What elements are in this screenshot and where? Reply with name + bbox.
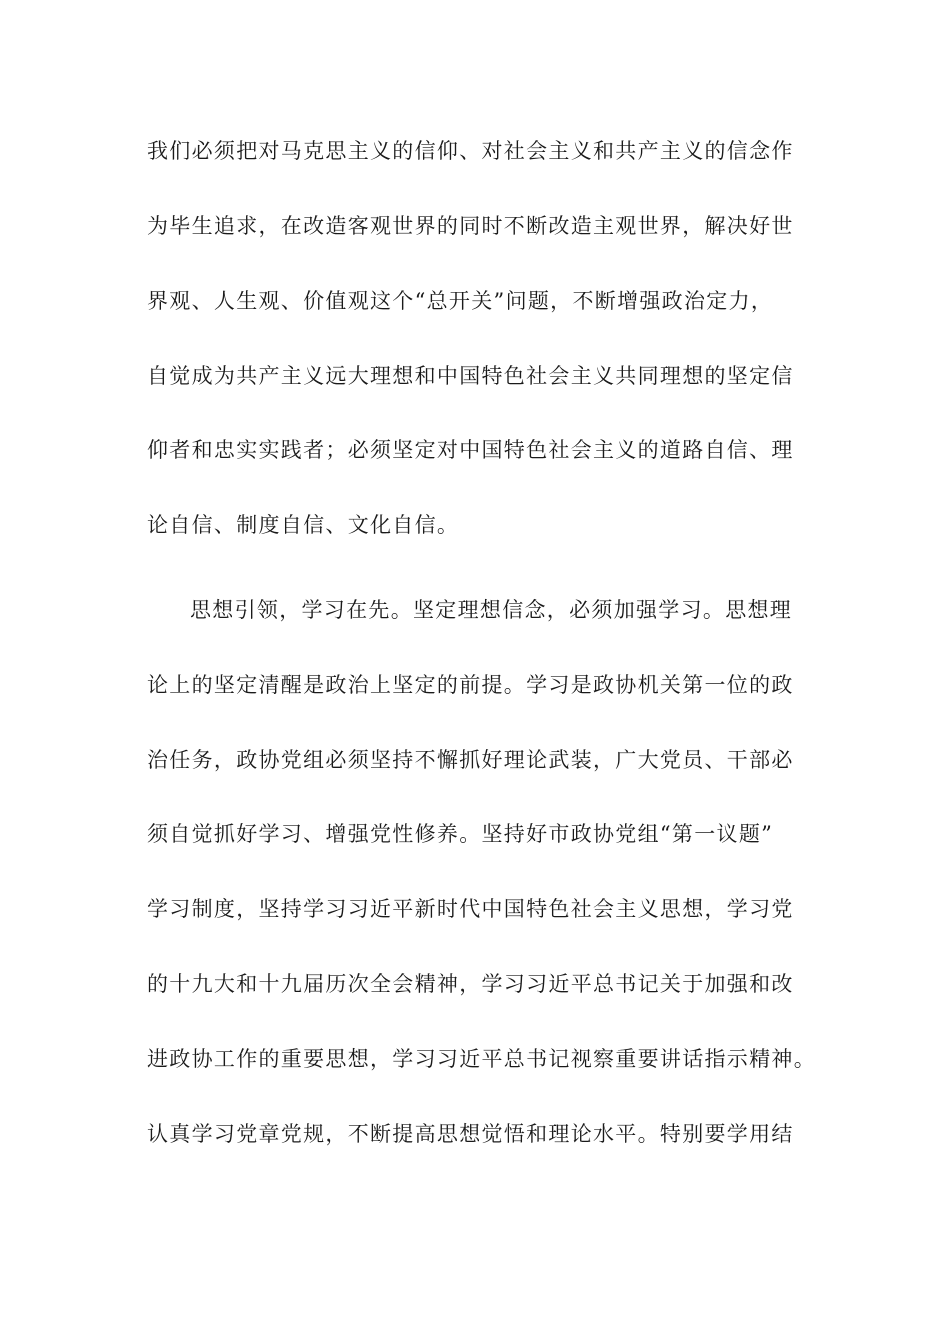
paragraph-2-line-4: 须自觉抓好学习、增强党性修养。坚持好市政协党组“第一议题” [147, 822, 774, 846]
paragraph-2-line-6: 的十九大和十九届历次全会精神，学习习近平总书记关于加强和改 [147, 972, 794, 996]
paragraph-2-line-3: 治任务，政协党组必须坚持不懈抓好理论武装，广大党员、干部必 [147, 748, 794, 772]
paragraph-2-line-1: 思想引领，学习在先。坚定理想信念，必须加强学习。思想理 [190, 598, 793, 622]
paragraph-2-line-2: 论上的坚定清醒是政治上坚定的前提。学习是政协机关第一位的政 [147, 673, 794, 697]
paragraph-2-line-8: 认真学习党章党规，不断提高思想觉悟和理论水平。特别要学用结 [147, 1122, 794, 1146]
paragraph-1-line-1: 我们必须把对马克思主义的信仰、对社会主义和共产主义的信念作 [147, 139, 794, 163]
paragraph-2-line-7: 进政协工作的重要思想，学习习近平总书记视察重要讲话指示精神。 [147, 1047, 816, 1071]
paragraph-1-line-2: 为毕生追求，在改造客观世界的同时不断改造主观世界，解决好世 [147, 214, 794, 238]
paragraph-1-line-5: 仰者和忠实实践者；必须坚定对中国特色社会主义的道路自信、理 [147, 438, 794, 462]
paragraph-1-line-6: 论自信、制度自信、文化自信。 [147, 513, 460, 537]
paragraph-1-line-3: 界观、人生观、价值观这个“总开关”问题，不断增强政治定力， [147, 289, 774, 313]
paragraph-2-line-5: 学习制度，坚持学习习近平新时代中国特色社会主义思想，学习党 [147, 897, 794, 921]
paragraph-1-line-4: 自觉成为共产主义远大理想和中国特色社会主义共同理想的坚定信 [147, 364, 794, 388]
